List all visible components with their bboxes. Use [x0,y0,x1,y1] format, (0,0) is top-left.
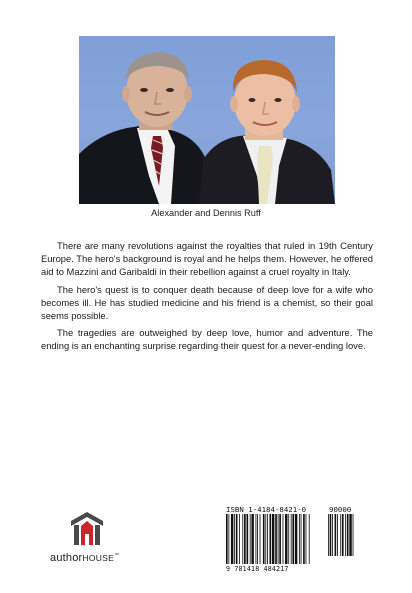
blurb-paragraph: The tragedies are outweighed by deep love, humor and adventure. The ending is an enchanting surprise regarding their quest for a never-ending love. [41,327,373,352]
publisher-logo [50,510,150,570]
isbn-number: ISBN 1-4184-8421-0 [226,505,307,514]
publisher-name-author: author [50,552,83,564]
barcode-digits: 9 781418 484217 [226,565,289,573]
publisher-name [50,552,119,564]
photo-caption: Alexander and Dennis Ruff [151,208,261,218]
blurb-paragraph: The hero's quest is to conquer death because of deep love for a wife who becomes ill. He has studied medicine and his friend is a chemist, so their goal seems possible. [41,283,373,322]
trademark-symbol: ™ [114,552,120,559]
house-icon [70,510,104,548]
publisher-name-house: HOUSE [82,553,115,563]
isbn-line [226,505,361,514]
blurb [41,239,373,357]
barcode-bars [226,514,361,566]
author-photo [79,36,335,204]
isbn-barcode [226,505,361,575]
price-code: 90000 [329,505,352,514]
blurb-paragraph: There are many revolutions against the royalties that ruled in 19th Century Europe. The hero's background is royal and he helps them. However, he offered aid to Mazzini and Garibaldi in their rebellion against a cruel royalty in Italy. [41,240,373,278]
